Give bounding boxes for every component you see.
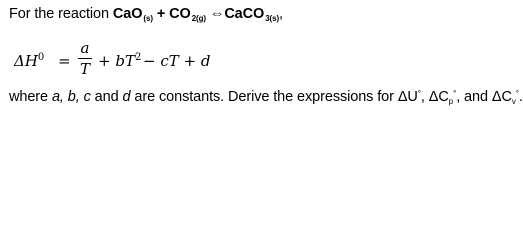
delta-cp: ΔC [428,89,449,105]
fraction-numerator: a [80,39,90,57]
question-text: are constants. Derive the expressions for [134,89,394,105]
reaction-line [9,6,283,23]
exponent-2: 2 [134,52,142,63]
delta-cv-degree: ° [515,89,519,98]
state-co2: 2(g) [191,14,206,23]
species-cao: CaO [112,6,143,22]
constant-d: d [122,89,131,105]
reaction-intro: For the reaction [9,6,109,22]
reaction-comma: , [279,6,283,22]
separator-1: , [420,89,429,105]
standard-superscript: 0 [37,52,45,63]
delta-cv: ΔC [491,89,512,105]
species-caco3: CaCO [224,6,265,22]
final-period: . [518,89,523,105]
term-bt: + bT [98,52,135,70]
delta-cv-sub: v [511,97,516,106]
delta-cp-degree: ° [453,89,457,98]
delta-cp-sub: p [448,97,454,106]
equation-tail: − cT + d [143,52,211,70]
question-line [9,89,523,106]
delta-h: ΔH [14,52,38,70]
equilibrium-arrow: ⇔ [209,6,225,22]
plus-sign: + [156,6,166,22]
fraction-bar [78,58,92,59]
equation-lhs [14,52,44,70]
constants-abc: a, b, c [51,89,91,105]
state-caco3: 3(s) [265,14,280,23]
word-where: where [9,89,48,105]
fraction-denominator: T [79,60,90,78]
state-cao: (s) [143,14,153,23]
delta-u-degree: ° [417,89,421,98]
equals-sign: = [58,52,71,70]
fraction-a-over-t [78,41,92,77]
delta-u: ΔU [397,89,418,105]
separator-2: , and [456,89,488,105]
word-and: and [94,89,119,105]
species-co2: CO [169,6,191,22]
equation-term-bt2 [98,52,141,70]
